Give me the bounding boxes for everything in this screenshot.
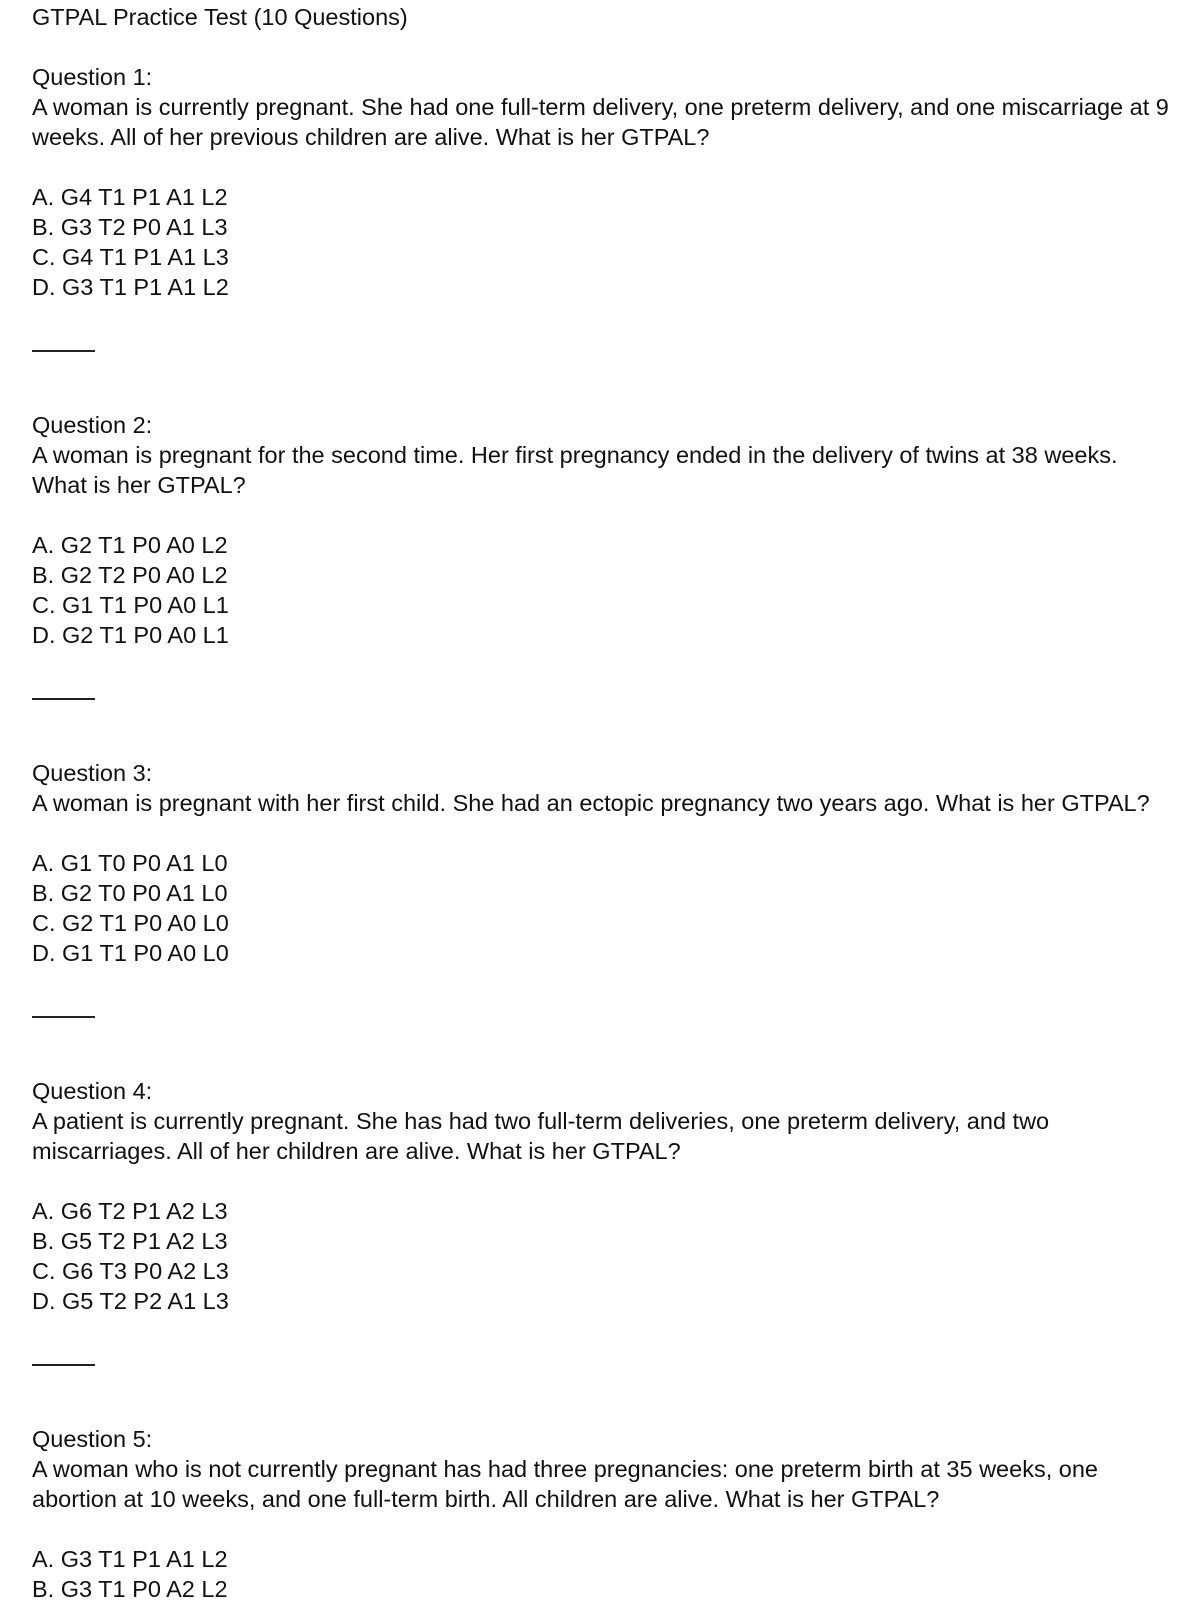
answer-option-b: B. G3 T1 P0 A2 L2 xyxy=(32,1576,228,1602)
question-text: A woman is pregnant with her first child. She had an ectopic pregnancy two years ago. What is her GTPAL? xyxy=(32,790,1150,816)
question-heading: Question 5: xyxy=(32,1426,153,1452)
answer-option-a: A. G6 T2 P1 A2 L3 xyxy=(32,1198,228,1224)
question-text: A woman who is not currently pregnant has had three pregnancies: one preterm birth at 35 weeks, one abortion at 10 weeks, and one full-term birth. All children are alive. What is her GTPAL? xyxy=(32,1456,1098,1512)
question-separator xyxy=(32,350,95,352)
answer-options xyxy=(32,530,1172,650)
answer-options xyxy=(32,1544,1172,1604)
question-3 xyxy=(32,758,1172,968)
question-5 xyxy=(32,1424,1172,1604)
question-1 xyxy=(32,62,1172,302)
answer-option-d: D. G5 T2 P2 A1 L3 xyxy=(32,1288,229,1314)
answer-option-a: A. G1 T0 P0 A1 L0 xyxy=(32,850,228,876)
question-heading: Question 2: xyxy=(32,412,153,438)
answer-options xyxy=(32,182,1172,302)
question-4 xyxy=(32,1076,1172,1316)
answer-options xyxy=(32,1196,1172,1316)
answer-option-c: C. G4 T1 P1 A1 L3 xyxy=(32,244,229,270)
answer-option-b: B. G5 T2 P1 A2 L3 xyxy=(32,1228,228,1254)
answer-option-b: B. G2 T0 P0 A1 L0 xyxy=(32,880,228,906)
document-page xyxy=(32,2,1172,1604)
answer-option-b: B. G2 T2 P0 A0 L2 xyxy=(32,562,228,588)
answer-option-d: D. G1 T1 P0 A0 L0 xyxy=(32,940,229,966)
question-separator xyxy=(32,1016,95,1018)
question-heading: Question 4: xyxy=(32,1078,153,1104)
question-separator xyxy=(32,698,95,700)
question-2 xyxy=(32,410,1172,650)
question-text: A patient is currently pregnant. She has had two full-term deliveries, one preterm delivery, and two miscarriages. All of her children are alive. What is her GTPAL? xyxy=(32,1108,1050,1164)
question-text: A woman is currently pregnant. She had one full-term delivery, one preterm delivery, and one miscarriage at 9 weeks. All of her previous children are alive. What is her GTPAL? xyxy=(32,94,1169,150)
answer-option-a: A. G2 T1 P0 A0 L2 xyxy=(32,532,228,558)
question-heading: Question 3: xyxy=(32,760,153,786)
answer-option-d: D. G2 T1 P0 A0 L1 xyxy=(32,622,229,648)
answer-option-c: C. G6 T3 P0 A2 L3 xyxy=(32,1258,229,1284)
question-text: A woman is pregnant for the second time. Her first pregnancy ended in the delivery of twins at 38 weeks. What is her GTPAL? xyxy=(32,442,1118,498)
answer-option-a: A. G3 T1 P1 A1 L2 xyxy=(32,1546,228,1572)
answer-option-c: C. G1 T1 P0 A0 L1 xyxy=(32,592,229,618)
answer-option-d: D. G3 T1 P1 A1 L2 xyxy=(32,274,229,300)
document-title: GTPAL Practice Test (10 Questions) xyxy=(32,4,408,30)
answer-option-b: B. G3 T2 P0 A1 L3 xyxy=(32,214,228,240)
answer-options xyxy=(32,848,1172,968)
question-separator xyxy=(32,1364,95,1366)
answer-option-c: C. G2 T1 P0 A0 L0 xyxy=(32,910,229,936)
answer-option-a: A. G4 T1 P1 A1 L2 xyxy=(32,184,228,210)
question-heading: Question 1: xyxy=(32,64,153,90)
